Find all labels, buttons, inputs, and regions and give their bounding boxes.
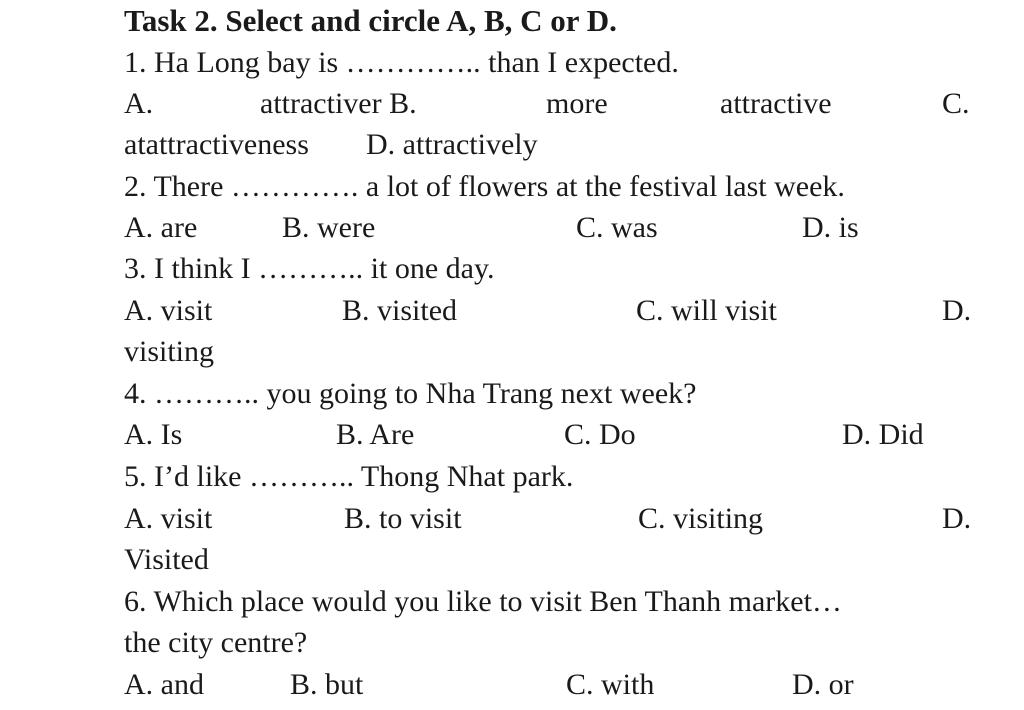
q4-option-d: D. Did [842, 418, 924, 451]
q5-option-d-label: D. [942, 502, 972, 535]
q3-option-b: B. visited [342, 294, 458, 327]
question-5-stem: 5. I’d like ……….. Thong Nhat park. [124, 460, 574, 493]
question-4-options [124, 414, 984, 456]
q2-option-c: C. was [576, 211, 658, 244]
q5-option-c: C. visiting [638, 502, 764, 535]
q5-option-a: A. visit [124, 502, 213, 535]
q6-option-a: A. and [124, 668, 204, 701]
question-6-stem: 6. Which place would you like to visit Ben Thanh market… [124, 585, 842, 618]
question-6-stem-wrap: the city centre? [124, 626, 308, 659]
question-3-options [124, 290, 984, 332]
q1-option-b-word-2: attractive [720, 87, 832, 120]
task-title: Task 2. Select and circle A, B, C or D. [124, 3, 617, 38]
q6-option-c: C. with [566, 668, 655, 701]
q5-option-b: B. to visit [344, 502, 462, 535]
q2-option-d: D. is [802, 211, 859, 244]
q1-option-c-label: C. [942, 87, 970, 120]
question-1-stem: 1. Ha Long bay is ………….. than I expected. [124, 46, 679, 79]
question-6-options [124, 664, 984, 706]
q1-option-a-label: A. [124, 87, 154, 120]
q3-option-d-text: visiting [124, 335, 215, 368]
q2-option-b: B. were [282, 211, 376, 244]
question-1-options-wrap [124, 124, 984, 166]
q3-option-c: C. will visit [636, 294, 777, 327]
q2-option-a: A. are [124, 211, 198, 244]
q1-option-c-text: atattractiveness [124, 128, 309, 161]
q1-option-b-word-1: more [546, 87, 608, 120]
question-5-options [124, 498, 984, 540]
q6-option-b: B. but [290, 668, 364, 701]
q3-option-d-label: D. [942, 294, 972, 327]
q4-option-a: A. Is [124, 418, 183, 451]
q1-option-d: D. attractively [366, 128, 538, 161]
question-1-options [124, 83, 984, 125]
q4-option-c: C. Do [564, 418, 636, 451]
q4-option-b: B. Are [336, 418, 415, 451]
q5-option-d-text: Visited [124, 543, 209, 576]
q3-option-a: A. visit [124, 294, 213, 327]
q1-option-a-text: attractiver B. [260, 87, 417, 120]
q6-option-d: D. or [792, 668, 854, 701]
question-2-options [124, 207, 984, 249]
question-4-stem: 4. ……….. you going to Nha Trang next week? [124, 377, 697, 410]
question-2-stem: 2. There …………. a lot of flowers at the festival last week. [124, 170, 845, 203]
question-3-stem: 3. I think I ……….. it one day. [124, 252, 495, 285]
